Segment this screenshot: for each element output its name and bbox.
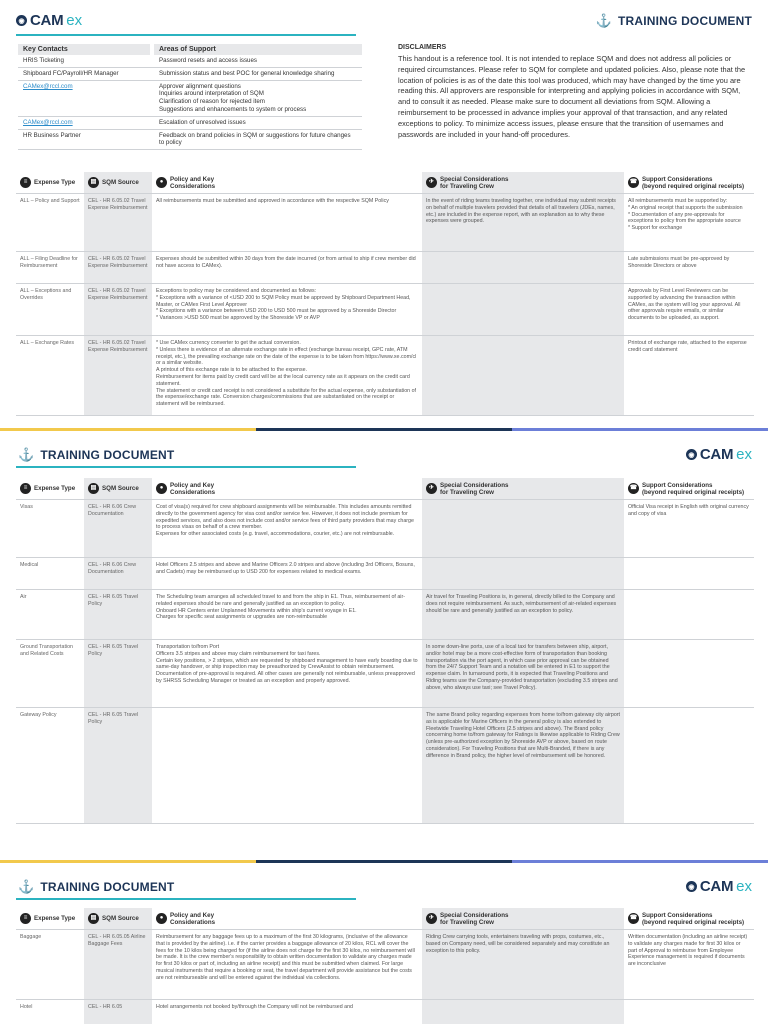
header-label: SQM Source	[102, 485, 139, 492]
header-rule	[16, 34, 356, 36]
expense-type: Visas	[20, 504, 33, 510]
sqm-source: CEL - HR 6.05.02 Travel Expense Reimbursement	[84, 252, 152, 283]
expense-type: Hotel	[20, 1004, 33, 1010]
special-considerations	[422, 336, 624, 415]
support-area: Submission status and best POC for general knowledge sharing	[159, 69, 335, 77]
sqm-source-header	[84, 908, 152, 929]
policy-text: All reimbursements must be submitted and approved in accordance with the respective SQM Policy	[156, 198, 389, 204]
table-row	[16, 336, 754, 416]
areas-of-support-heading: Areas of Support	[154, 44, 362, 55]
contact-email-link[interactable]: CAMex@rccl.com	[23, 118, 73, 126]
key-contacts-heading: Key Contacts	[18, 44, 150, 55]
globe-icon: ✈	[426, 483, 437, 494]
page-separator	[0, 428, 768, 431]
policy-table-page2	[16, 478, 754, 824]
header-label: Expense Type	[34, 485, 76, 492]
support-considerations	[624, 640, 754, 707]
expense-type-header	[16, 172, 84, 193]
support-area: Password resets and access issues	[159, 57, 258, 64]
table-row	[16, 708, 754, 824]
table-row	[16, 640, 754, 708]
policy-text: Exceptions to policy may be considered and documented as follows: * Exceptions with a variance of <USD 200 to SQM Policy must be approved by Shipboard Department Head, Master, or CAMex First Level Approver * Exceptions with a variance between USD 200 to USD 500 must be approved by a Shoreside Director * Variances >USD 500 must be approved by the Shoreside VP or AVP	[156, 288, 411, 322]
support-considerations: All reimbursements must be supported by: * An original receipt that supports the submission * Documentation of any pre-approvals for exceptions to policy from the appropriate source * Support for exchange	[628, 198, 743, 232]
special-considerations	[422, 252, 624, 283]
table-row	[16, 590, 754, 640]
disclaimers-section	[398, 44, 754, 140]
policy-header	[152, 478, 422, 499]
sqm-source: CEL - HR 6.05.02 Travel Expense Reimbursement	[84, 284, 152, 335]
document-icon: ☎	[628, 177, 639, 188]
support-considerations	[624, 1000, 754, 1024]
support-considerations: Official Visa receipt in English with original currency and copy of visa	[628, 504, 749, 517]
header-label: Special Considerations for Traveling Crew	[440, 175, 509, 190]
header-label: Expense Type	[34, 915, 76, 922]
camex-logo: ◉ CAM ex	[686, 878, 752, 895]
special-considerations	[422, 558, 624, 589]
header-label: Special Considerations for Traveling Crew	[440, 481, 509, 496]
sqm-source: CEL - HR 6.06 Crew Documentation	[84, 558, 152, 589]
page-title: ⚓ TRAINING DOCUMENT	[18, 447, 175, 462]
globe-icon: ✈	[426, 177, 437, 188]
special-considerations: Air travel for Traveling Positions is, in general, directly billed to the Company and does not require reimbursement. As such, reimbursement of air-related expenses should be rare and generally justified as an exception to policy.	[422, 590, 624, 639]
special-considerations	[422, 284, 624, 335]
expense-type: Ground Transportation and Related Costs	[20, 644, 73, 657]
policy-icon: ●	[156, 483, 167, 494]
receipt-icon: ≡	[20, 913, 31, 924]
table-row	[16, 500, 754, 558]
header-label: Policy and Key Considerations	[170, 481, 216, 496]
header-label: SQM Source	[102, 179, 139, 186]
support-considerations	[624, 708, 754, 823]
table-row	[16, 1000, 754, 1024]
policy-text: Hotel arrangements not booked by/through the Company will not be reimbursed and	[156, 1004, 353, 1010]
sqm-source: CEL - HR 6.05.02 Travel Expense Reimbursement	[84, 336, 152, 415]
document-icon: ☎	[628, 913, 639, 924]
table-row	[16, 930, 754, 1000]
policy-table-page1	[16, 172, 754, 416]
table-header	[16, 172, 754, 194]
expense-type: Gateway Policy	[20, 712, 57, 718]
contact-name: HR Business Partner	[23, 131, 81, 139]
policy-header	[152, 172, 422, 193]
contact-row	[18, 55, 362, 68]
camex-logo: ◉ CAM ex	[686, 446, 752, 463]
expense-type: ALL – Exchange Rates	[20, 340, 74, 346]
support-considerations-header	[624, 172, 754, 193]
anchor-crown-icon: ⚓	[18, 447, 35, 462]
expense-type: ALL – Policy and Support	[20, 198, 80, 204]
table-header	[16, 478, 754, 500]
header-label: Support Considerations (beyond required original receipts)	[642, 175, 745, 190]
sqm-source: CEL - HR 6.05.05 Airline Baggage Fees	[84, 930, 152, 999]
contact-row	[18, 117, 362, 130]
expense-type: Medical	[20, 562, 39, 568]
support-considerations-header	[624, 908, 754, 929]
special-considerations: In some down-line ports, use of a local taxi for transfers between ship, airport, and/or hotel may be a more cost-effective form of transportation than booking transportation via the port agent, in which case prior approval can be obtained from the 24/7 Support Team and a notation will be entered in E1 to support the expense claim. In turnaround ports, it is expected that Traveling Positions and Riding teams use the Company-provided transportation (excluding 3.5 stripes and above, who always use taxi; see Travel Policy).	[422, 640, 624, 707]
receipt-icon: ≡	[20, 483, 31, 494]
header-label: Policy and Key Considerations	[170, 175, 216, 190]
sqm-source: CEL - HR 6.05 Travel Policy	[84, 640, 152, 707]
support-considerations-header	[624, 478, 754, 499]
support-considerations: Printout of exchange rate, attached to the expense credit card statement	[628, 340, 747, 353]
support-considerations: Written documentation (including an airline receipt) to validate any charges made for first 30 kilos or part of Approval to reimburse from Employee Experience management is required if documents are inconclusive	[628, 934, 748, 968]
header-label: Special Considerations for Traveling Crew	[440, 911, 509, 926]
contact-row	[18, 130, 362, 151]
policy-icon: ●	[156, 177, 167, 188]
camex-logo-icon: ◉	[686, 881, 697, 892]
contact-row	[18, 81, 362, 117]
policy-text: The Scheduling team arranges all scheduled travel to and from the ship in E1. Thus, reimbursement of air-related expenses should be rare and generally justified as an exception to policy. Onboard HR Centers enter Unplanned Movements within ship's current voyage in E1. Charges for specific seat assignments or upgrades are non-reimbursable	[156, 594, 405, 621]
contact-email-link[interactable]: CAMex@rccl.com	[23, 82, 73, 90]
support-area: Feedback on brand policies in SQM or suggestions for future changes to policy	[159, 131, 351, 147]
page-title: ⚓ TRAINING DOCUMENT	[18, 879, 175, 894]
sqm-source-header	[84, 172, 152, 193]
table-row	[16, 252, 754, 284]
contact-name: Shipboard FC/Payroll/HR Manager	[23, 69, 119, 77]
book-icon: ▤	[88, 177, 99, 188]
header-label: Policy and Key Considerations	[170, 911, 216, 926]
sqm-source-header	[84, 478, 152, 499]
special-considerations-header	[422, 172, 624, 193]
support-considerations	[624, 558, 754, 589]
receipt-icon: ≡	[20, 177, 31, 188]
special-considerations-header	[422, 908, 624, 929]
sqm-source: CEL - HR 6.05.02 Travel Expense Reimbursement	[84, 194, 152, 251]
disclaimers-text: This handout is a reference tool. It is not intended to replace SQM and does not address all policies or required circumstances. Please refer to SQM for complete and updated policies. Also, please note that the location of policies is as of the date this tool was produced, which may have changed by the time you are reading this. All approvers are responsible for interpreting and applying policies in accordance with SQM, and to consult it as needed. Please make sure to document all deviations from SQM. Allowing a reimbursement to be processed in advance implies your approval of that transaction, and any related exceptions to policy. To minimize access issues, please ensure that the transition of usernames and passwords are included in your hand-off procedures.	[398, 54, 746, 139]
support-considerations: Approvals by First Level Reviewers can be supported by advancing the transaction within CAMex, as the system will log your approval. All other approvals require emails, or similar documents to be uploaded, as support.	[628, 288, 741, 322]
table-row	[16, 194, 754, 252]
table-header	[16, 908, 754, 930]
sqm-source: CEL - HR 6.06 Crew Documentation	[84, 500, 152, 557]
special-considerations	[422, 500, 624, 557]
contacts-header	[18, 44, 362, 55]
header-label: Expense Type	[34, 179, 76, 186]
header-rule	[16, 466, 356, 468]
table-row	[16, 558, 754, 590]
expense-type: Baggage	[20, 934, 42, 940]
camex-logo: ◉ CAM ex	[16, 12, 82, 29]
book-icon: ▤	[88, 913, 99, 924]
contact-row	[18, 68, 362, 81]
anchor-crown-icon: ⚓	[595, 13, 612, 28]
page-title: ⚓ TRAINING DOCUMENT	[595, 13, 752, 28]
policy-text: * Use CAMex currency converter to get the actual conversion. * Unless there is evidence of an alternate exchange rate in effect (exchange bureau receipt, GPC rate, ATM receipt, etc.), the prevailing exchange rate on the date of the expense is to be taken from https://www.xe.com/cl or a similar website. A printout of this exchange rate is to be attached to the expense. Reimbursement for items paid by credit card will be at the local currency rate as it appears on the credit card statement. The statement or credit card receipt is not considered a substitute for the actual expense, only substantiation of the expense/exchange rate. Conversion charges/commissions that are substantiated on the receipt or statement will be reimbursed.	[156, 340, 417, 408]
document-icon: ☎	[628, 483, 639, 494]
page2-header	[0, 438, 768, 468]
table-row	[16, 284, 754, 336]
camex-logo-icon: ◉	[16, 15, 27, 26]
special-considerations: The same Brand policy regarding expenses from home to/from gateway city airport as is applicable for Marine Officers in the general policy is also extended to Fleetwide Traveling Hotel Officers (2.5 stripes and above). The Brand policy concerning home to/from gateway for Ratings is likewise applicable to Riding Crew (unless pre-authorized exception by Shoreside AVP or above, based on route consideration). For Traveling Positions that are Multi-Branded, if there is any difference in Brand policy, the higher level of reimbursement will be honored.	[422, 708, 624, 823]
contact-name: HRIS Ticketing	[23, 57, 64, 64]
support-considerations: Late submissions must be pre-approved by Shoreside Directors or above	[628, 256, 730, 269]
special-considerations: Riding Crew carrying tools, entertainers traveling with props, costumes, etc., based on Company need, will be considered separately and may constitute an exception to this policy.	[422, 930, 624, 999]
sqm-source: CEL - HR 6.05	[84, 1000, 152, 1024]
header-label: Support Considerations (beyond required original receipts)	[642, 481, 745, 496]
policy-text: Reimbursement for any baggage fees up to a maximum of the first 30 kilograms, (inclusive of the allowance that is provided by the airline). i.e. if the carrier provides a baggage allowance of 20 kilos, RCL will cover the fees for the 10 kilos being charged for (if the airline does not charge for the first 30 kilos, no reimbursement will be made. It is the crew member's responsibility to obtain written documentation to validate any charges made for first 30 kilos or part of, including an airline receipt) and this must be submitted when claimed. For large musical instruments that require a booking or seat, the travel department will provide assistance but the costs are not reimburseable and will be entered against the individual via collections.	[156, 934, 415, 981]
disclaimers-heading: DISCLAIMERS	[398, 44, 447, 51]
page3-header	[0, 870, 768, 900]
expense-type: ALL – Exceptions and Overrides	[20, 288, 72, 301]
globe-icon: ✈	[426, 913, 437, 924]
policy-text: Transportation to/from Port Officers 3.5 stripes and above may claim reimbursement for taxi fares. Certain key positions, > 2 stripes, which are requested by shipboard management to have early boarding due to same-day handover, or ship inspection may be preauthorized by CrewAssist to obtain reimbursement. Documentation of pre-approval is required. All other cases are generally not reimbursable, unless preapproved by SHRSS Scheduling Manager or treated as an exception and properly approved.	[156, 644, 418, 684]
page1-header	[0, 0, 768, 36]
policy-text: Hotel Officers 2.5 stripes and above and Marine Officers 2.0 stripes and above (including 3rd Officers, Bosuns, and Cadets) may be reimbursed up to USD 200 for expenses related to medical exams.	[156, 562, 415, 575]
policy-icon: ●	[156, 913, 167, 924]
expense-type-header	[16, 478, 84, 499]
expense-type: ALL – Filing Deadline for Reimbursement	[20, 256, 78, 269]
expense-type-header	[16, 908, 84, 929]
special-considerations: In the event of riding teams traveling together, one individual may submit receipts on behalf of multiple travelers provided that details of all travelers (JDEs, names, etc.) are included in the expense report, with an explanation as to why these expenses were grouped.	[422, 194, 624, 251]
policy-header	[152, 908, 422, 929]
camex-logo-icon: ◉	[686, 449, 697, 460]
key-contacts-table	[18, 44, 362, 150]
page-separator	[0, 860, 768, 863]
support-area: Escalation of unresolved issues	[159, 118, 246, 126]
policy-text: Cost of visa(s) required for crew shipboard assignments will be reimbursable. This includes amounts remitted directly to the government agency for visa cost and/or service fee. However, it does not include premium for expedited services, and also does not include cost and/or service fees of third party providers that may charge to process visas on behalf of a crew member. Expenses for other associated costs (e.g. travel, accommodations, courier, etc.) are not reimbursable.	[156, 504, 414, 538]
support-area: Approver alignment questions Inquiries around interpretation of SQM Clarification of reason for rejected item Suggestions and enhancements to system or process	[159, 82, 307, 113]
special-considerations-header	[422, 478, 624, 499]
anchor-crown-icon: ⚓	[18, 879, 35, 894]
support-considerations	[624, 590, 754, 639]
special-considerations	[422, 1000, 624, 1024]
header-rule	[16, 898, 356, 900]
policy-table-page3	[16, 908, 754, 1024]
header-label: SQM Source	[102, 915, 139, 922]
expense-type: Air	[20, 594, 27, 600]
sqm-source: CEL - HR 6.05 Travel Policy	[84, 708, 152, 823]
sqm-source: CEL - HR 6.05 Travel Policy	[84, 590, 152, 639]
header-label: Support Considerations (beyond required original receipts)	[642, 911, 745, 926]
policy-text: Expenses should be submitted within 30 days from the date incurred (or from arrival to ship if crew member did not have access to CAMex).	[156, 256, 416, 269]
policy-text	[152, 708, 422, 823]
book-icon: ▤	[88, 483, 99, 494]
